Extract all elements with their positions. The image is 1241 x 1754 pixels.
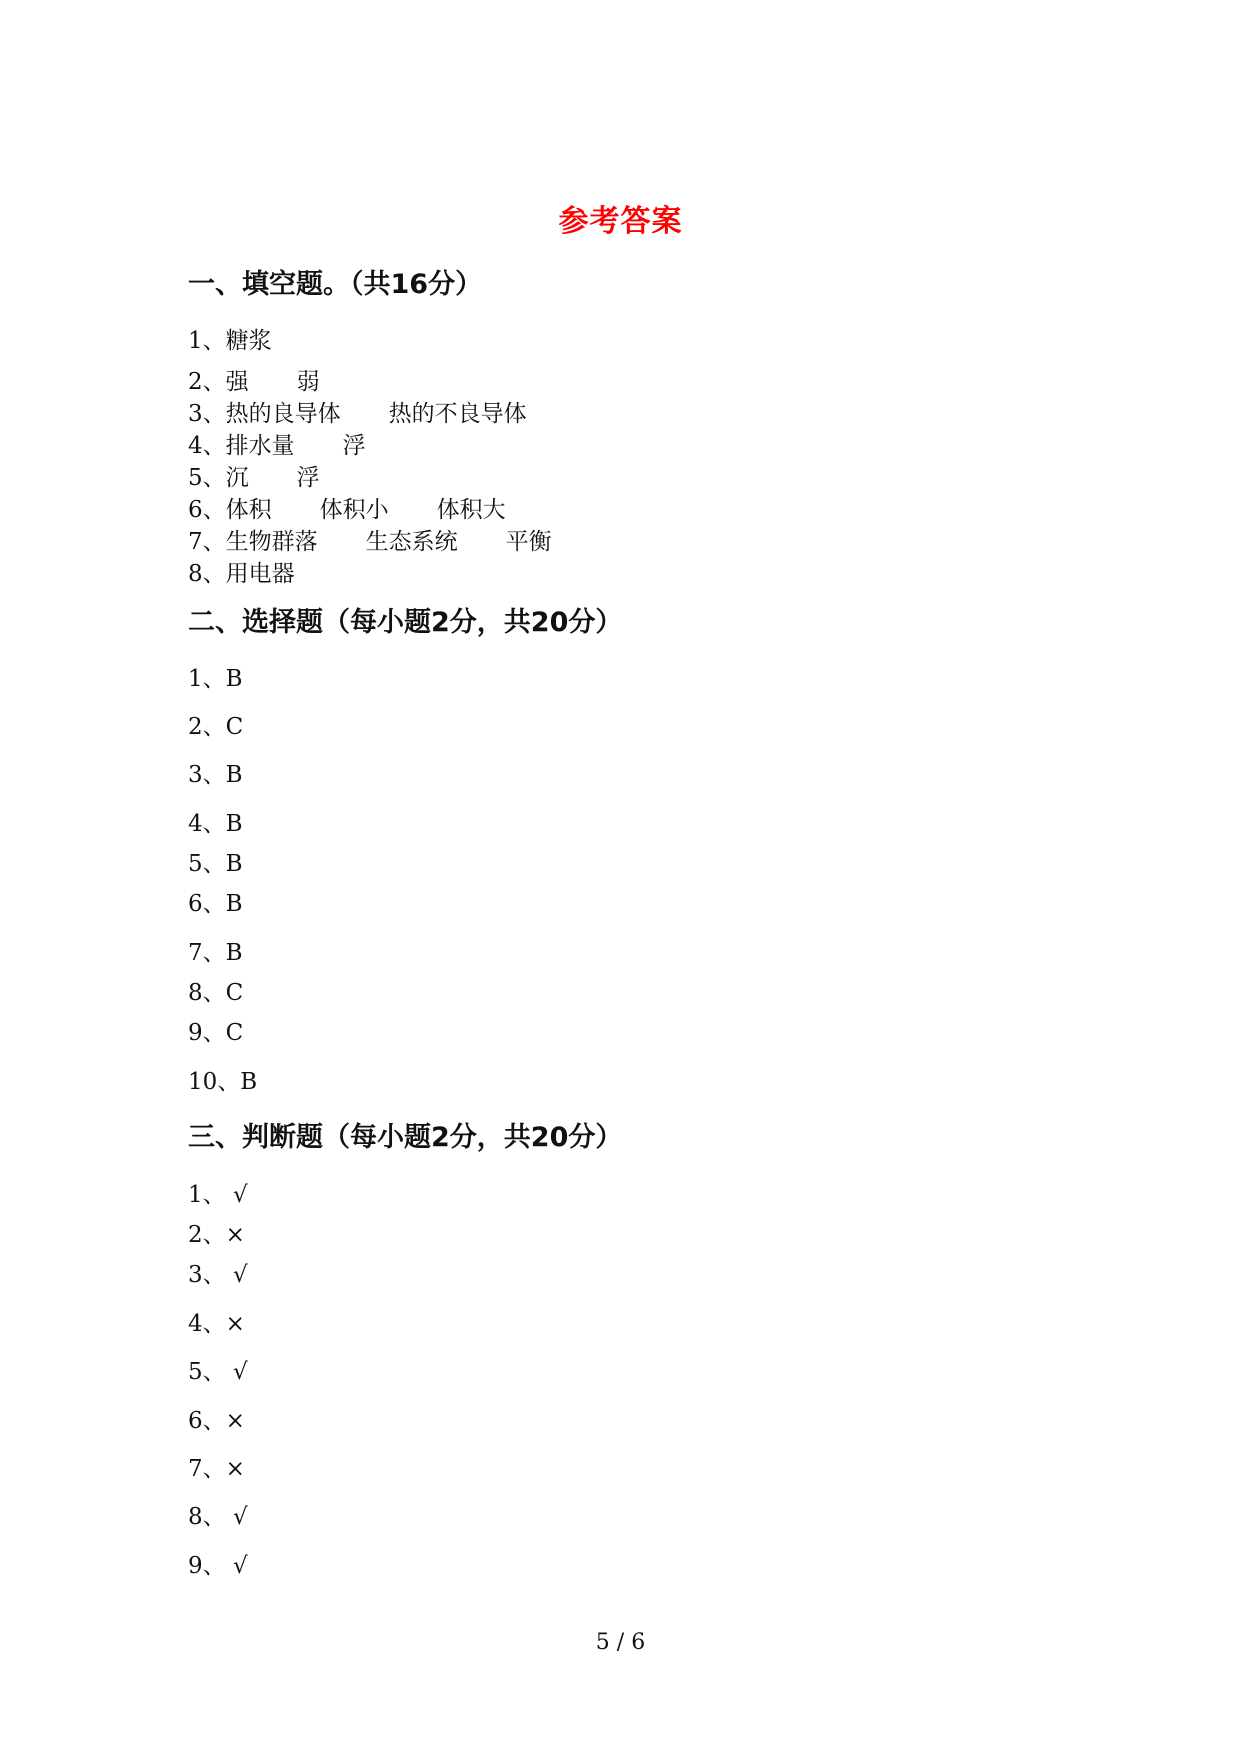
answer-line: 10、B [188,1069,258,1095]
page-number: 5 / 6 [595,1630,646,1655]
answer-line: 5、沉 浮 [188,465,320,491]
answer-line: 8、 √ [188,1504,248,1530]
answer-line: 4、排水量 浮 [188,433,366,459]
answer-line: 4、× [188,1311,245,1337]
answer-line: 1、 √ [188,1182,248,1208]
answer-line: 5、B [188,851,243,877]
answer-line: 7、B [188,940,243,966]
section-heading-multiple-choice: 二、选择题（每小题2分，共20分） [188,607,623,638]
section-heading-true-false: 三、判断题（每小题2分，共20分） [188,1122,623,1153]
answer-line: 9、C [188,1020,244,1046]
answer-line: 7、× [188,1456,245,1482]
answer-line: 2、C [188,714,244,740]
answer-line: 4、B [188,811,243,837]
page-title: 参考答案 [558,204,683,239]
answer-line: 7、生物群落 生态系统 平衡 [188,529,552,555]
answer-line: 6、× [188,1408,245,1434]
answer-line: 6、体积 体积小 体积大 [188,497,506,523]
answer-line: 1、糖浆 [188,328,272,354]
section-heading-fill-blank: 一、填空题。（共16分） [188,269,483,300]
answer-line: 8、用电器 [188,561,295,587]
answer-line: 6、B [188,891,243,917]
answer-line: 2、× [188,1222,245,1248]
answer-line: 3、 √ [188,1262,248,1288]
answer-line: 8、C [188,980,244,1006]
answer-line: 3、热的良导体 热的不良导体 [188,401,527,427]
answer-line: 3、B [188,762,243,788]
answer-line: 1、B [188,666,243,692]
answer-line: 5、 √ [188,1359,248,1385]
answer-line: 2、强 弱 [188,369,320,395]
answer-line: 9、 √ [188,1553,248,1579]
